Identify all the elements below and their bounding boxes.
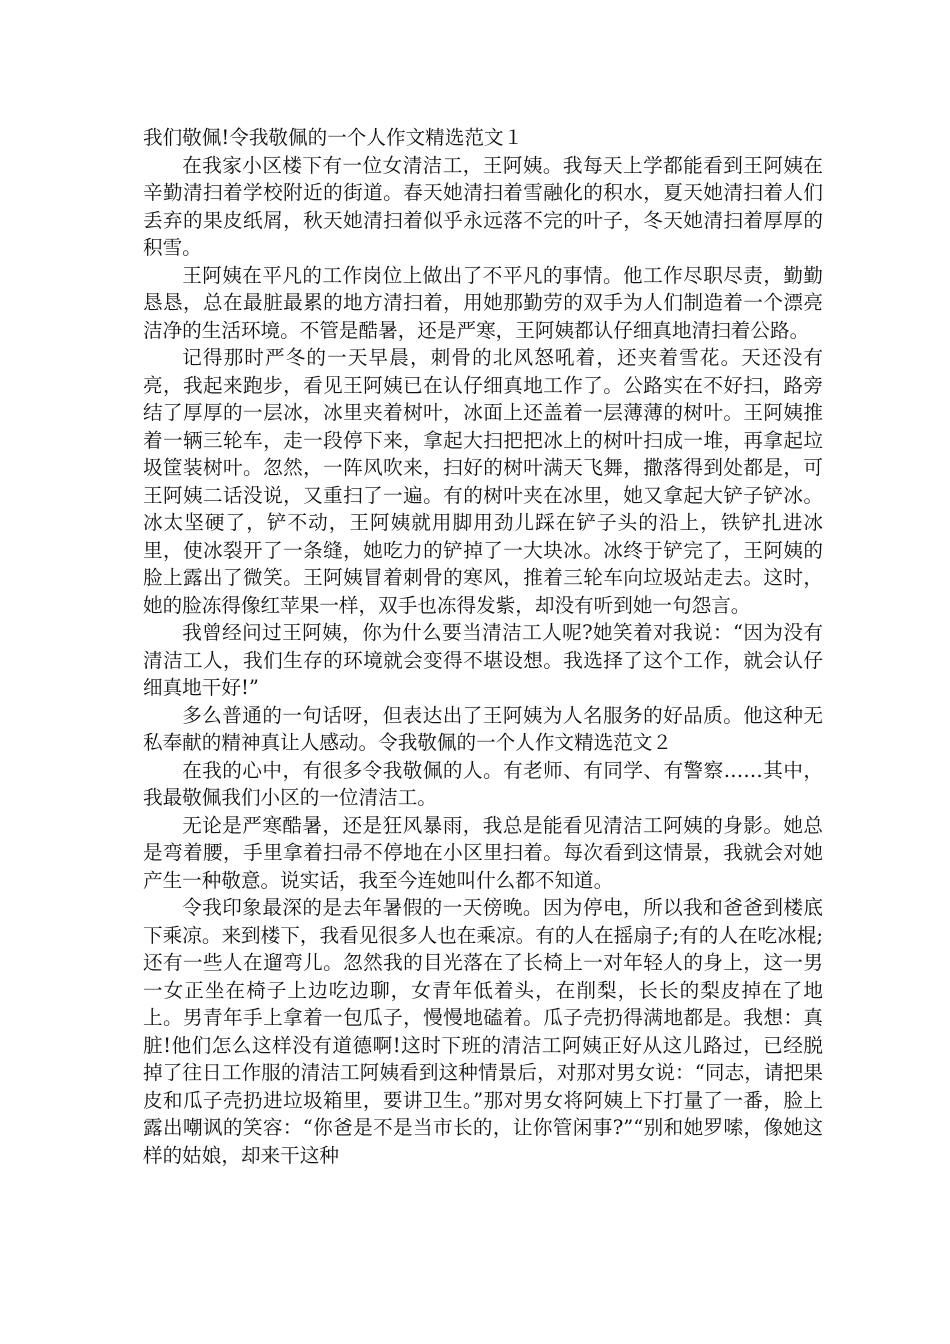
- document-body: [143, 124, 823, 1169]
- paragraph-8: 令我印象最深的是去年暑假的一天傍晚。因为停电，所以我和爸爸到楼底下乘凉。来到楼下，我看见很多人也在乘凉。有的人在摇扇子;有的人在吃冰棍;还有一些人在遛弯儿。忽然我的目光落在了长椅上一对年轻人的身上，这一男一女正坐在椅子上边吃边聊，女青年低着头，在削梨，长长的梨皮掉在了地上。男青年手上拿着一包瓜子，慢慢地磕着。瓜子壳扔得满地都是。我想：真脏!他们怎么这样没有道德啊!这时下班的清洁工阿姨正好从这儿路过，已经脱掉了往日工作服的清洁工阿姨看到这种情景后，对那对男女说：“同志，请把果皮和瓜子壳扔进垃圾箱里，要讲卫生。”那对男女将阿姨上下打量了一番，脸上露出嘲讽的笑容：“你爸是不是当市长的，让你管闲事?”“别和她罗嗦，像她这样的姑娘，却来干这种: [143, 896, 823, 1167]
- paragraph-2: 王阿姨在平凡的工作岗位上做出了不平凡的事情。他工作尽职尽责，勤勤恳恳，总在最脏最累的地方清扫着，用她那勤劳的双手为人们制造着一个漂亮洁净的生活环境。不管是酷暑，还是严寒，王阿姨都认仔细真地清扫着公路。: [143, 263, 823, 342]
- paragraph-4: 我曾经问过王阿姨，你为什么要当清洁工人呢?她笑着对我说：“因为没有清洁工人，我们生存的环境就会变得不堪设想。我选择了这个工作，就会认仔细真地干好!”: [143, 621, 823, 699]
- document-title: 我们敬佩!令我敬佩的一个人作文精选范文１: [143, 126, 524, 149]
- paragraph-3: 记得那时严冬的一天早晨，刺骨的北风怒吼着，还夹着雪花。天还没有亮，我起来跑步，看见王阿姨已在认仔细真地工作了。公路实在不好扫，路旁结了厚厚的一层冰，冰里夹着树叶，冰面上还盖着一层薄薄的树叶。王阿姨推着一辆三轮车，走一段停下来，拿起大扫把把冰上的树叶扫成一堆，再拿起垃圾筐装树叶。忽然，一阵风吹来，扫好的树叶满天飞舞，撒落得到处都是，可王阿姨二话没说，又重扫了一遍。有的树叶夹在冰里，她又拿起大铲子铲冰。冰太坚硬了，铲不动，王阿姨就用脚用劲儿踩在铲子头的沿上，铁铲扎进冰里，使冰裂开了一条缝，她吃力的铲掉了一大块冰。冰终于铲完了，王阿姨的脸上露出了微笑。王阿姨冒着刺骨的寒风，推着三轮车向垃圾站走去。这时，她的脸冻得像红苹果一样，双手也冻得发紫，却没有听到她一句怨言。: [143, 346, 823, 617]
- paragraph-1: 在我家小区楼下有一位女清洁工，王阿姨。我每天上学都能看到王阿姨在辛勤清扫着学校附近的街道。春天她清扫着雪融化的积水，夏天她清扫着人们丢弃的果皮纸屑，秋天她清扫着似乎永远落不完的叶子，冬天她清扫着厚厚的积雪。: [143, 153, 823, 259]
- paragraph-5: 多么普通的一句话呀，但表达出了王阿姨为人名服务的好品质。他这种无私奉献的精神真让人感动。令我敬佩的一个人作文精选范文２: [143, 703, 823, 754]
- paragraph-7: 无论是严寒酷暑，还是狂风暴雨，我总是能看见清洁工阿姨的身影。她总是弯着腰，手里拿着扫帚不停地在小区里扫着。每次看到这情景，我就会对她产生一种敬意。说实话，我至今连她叫什么都不知道。: [143, 813, 823, 892]
- paragraph-6: 在我的心中，有很多令我敬佩的人。有老师、有同学、有警察……其中，我最敬佩我们小区的一位清洁工。: [143, 758, 823, 809]
